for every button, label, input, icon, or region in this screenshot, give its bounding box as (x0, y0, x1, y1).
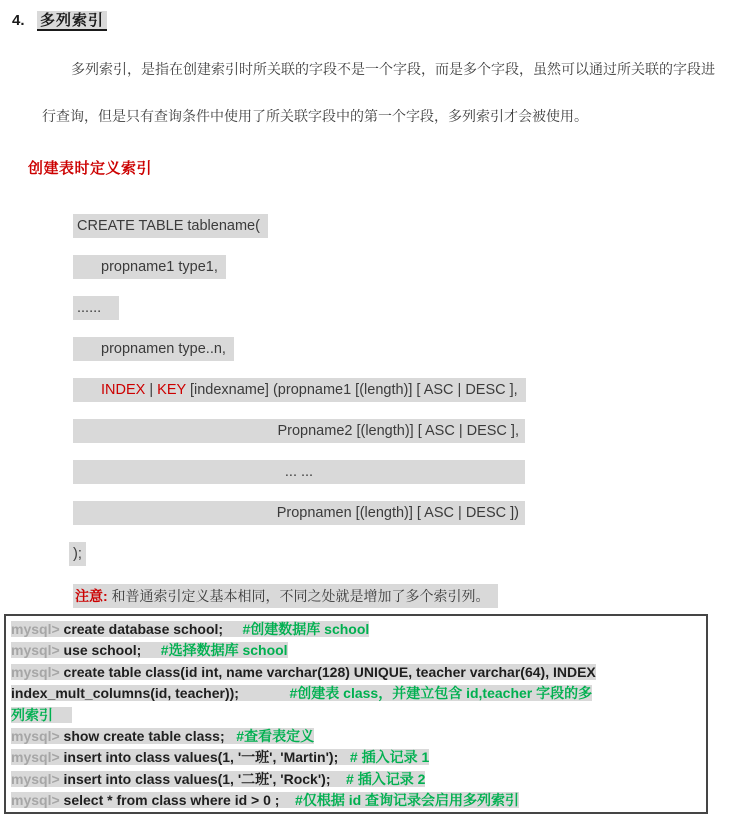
mysql-prompt: mysql> (11, 727, 64, 744)
terminal-comment: #创建数据库 school (242, 621, 370, 637)
terminal-line-2 (11, 640, 706, 661)
terminal-command: select * from class where id > 0 ; (63, 792, 296, 809)
mysql-prompt: mysql> (11, 770, 64, 787)
keyword-key: KEY (157, 382, 186, 398)
terminal-line-1 (11, 619, 706, 640)
sql-line-index-key (73, 378, 533, 402)
heading-number: 4. (12, 12, 25, 29)
terminal-command: show create table class; (63, 727, 237, 744)
sql-syntax-block (73, 214, 533, 566)
terminal-line-5 (11, 705, 706, 726)
terminal-line-6 (11, 726, 706, 747)
terminal-command: insert into class values(1, '一班', 'Martin'); (63, 749, 350, 766)
terminal-comment: #创建表 class，并建立包含 id,teacher 字段的多 (289, 685, 593, 702)
note-label: 注意: (75, 588, 108, 604)
heading-term: 多列索引 (37, 11, 107, 31)
terminal-command: create table class(id int, name varchar(128) UNIQUE, teacher varchar(64), INDEX (63, 663, 596, 680)
terminal-command: use school; (63, 642, 161, 659)
sql-line-create-table: CREATE TABLE tablename( (73, 214, 533, 238)
sql-line-propname1: propname1 type1, (73, 255, 533, 279)
sql-line-propnamen: propnamen type..n, (73, 337, 533, 361)
terminal-command: insert into class values(1, '二班', 'Rock'); (63, 770, 347, 787)
note-text: 和普通索引定义基本相同，不同之处就是增加了多个索引列。 (107, 588, 490, 604)
sql-line-propnamen2: Propnamen [(length)] [ ASC | DESC ]) (73, 501, 533, 525)
terminal-comment: # 插入记录 1 (349, 749, 430, 766)
terminal-comment: 列索引 (11, 706, 73, 723)
terminal-line-4 (11, 683, 706, 704)
intro-paragraph: 多列索引，是指在创建索引时所关联的字段不是一个字段，而是多个字段，虽然可以通过所关联的字段进行查询，但是只有查询条件中使用了所关联字段中的第一个字段，多列索引才会被使用。 (42, 61, 715, 124)
terminal-line-7 (11, 747, 706, 768)
mysql-prompt: mysql> (11, 792, 64, 809)
keyword-separator: | (145, 382, 158, 398)
mysql-prompt: mysql> (11, 621, 64, 637)
terminal-line-3 (11, 662, 706, 683)
section-heading: 创建表时定义索引 (28, 160, 153, 177)
terminal-command: create database school; (63, 621, 243, 637)
terminal-comment: #选择数据库 school (160, 642, 288, 659)
sql-line-ellipsis2: ... ... (73, 460, 533, 484)
page-title (0, 0, 730, 34)
note-line (73, 584, 730, 608)
sql-line-ellipsis1: ...... (73, 296, 533, 320)
mysql-prompt: mysql> (11, 663, 64, 680)
index-line-rest: [indexname] (propname1 [(length)] [ ASC | DESC ], (185, 382, 518, 398)
mysql-prompt: mysql> (11, 642, 64, 659)
terminal-comment: # 插入记录 2 (346, 770, 426, 787)
terminal-comment: #仅根据 id 查询记录会启用多列索引 (295, 792, 520, 809)
terminal-line-8 (11, 769, 706, 790)
mysql-prompt: mysql> (11, 749, 64, 766)
terminal-line-9 (11, 790, 706, 811)
sql-line-closing: ); (73, 542, 533, 566)
keyword-index: INDEX (101, 382, 146, 398)
sql-line-propname2: Propname2 [(length)] [ ASC | DESC ], (73, 419, 533, 443)
mysql-terminal-block (4, 614, 708, 814)
terminal-command: index_mult_columns(id, teacher)); (11, 685, 290, 702)
terminal-comment: #查看表定义 (236, 727, 315, 744)
